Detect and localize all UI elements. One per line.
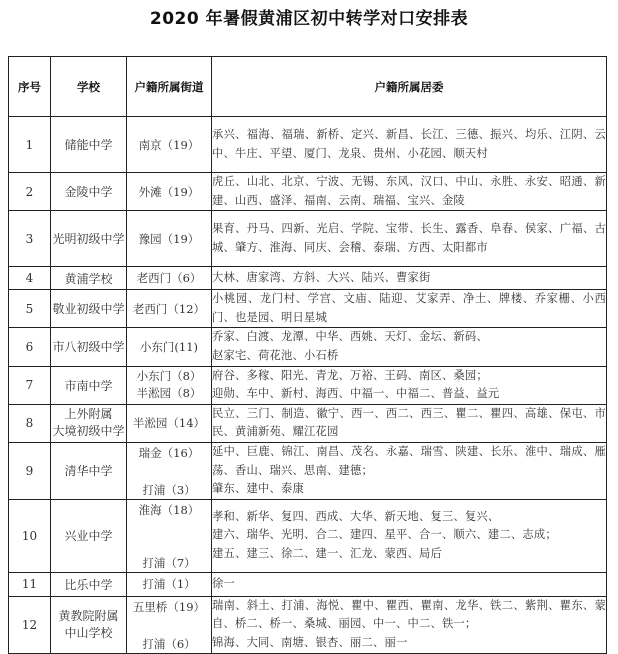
table-row (9, 596, 607, 653)
school-name (51, 404, 127, 442)
street-name: 老西门（12） (132, 301, 206, 316)
school-name-line: 上外附属 (64, 407, 113, 422)
school-name-line: 清华中学 (64, 464, 113, 479)
header-school: 学校 (51, 57, 127, 117)
street-name: 打浦（7） (142, 555, 196, 570)
street-name: 五里桥（19） (132, 599, 206, 614)
transfer-arrangement-table (8, 56, 607, 654)
table-row (9, 173, 607, 211)
committee-list (212, 328, 607, 366)
street-name: 南京（19） (138, 137, 200, 152)
school-name (51, 572, 127, 596)
committee-group: 赵家宅、荷花池、小石桥 (212, 348, 339, 362)
school-name (51, 173, 127, 211)
committee-list (212, 290, 607, 328)
table-row (9, 267, 607, 290)
committee-group: 孝和、新华、复四、西成、大华、新天地、复三、复兴、 (212, 509, 500, 523)
school-name-line: 敬业初级中学 (52, 302, 125, 317)
table-row (9, 404, 607, 442)
street-cell (127, 328, 212, 366)
committee-group: 延中、巨鹿、锦江、南昌、茂名、永嘉、瑞雪、陕建、长乐、淮中、瑞成、雁荡、香山、瑞兴、思南、建德； (212, 444, 606, 477)
committee-list (212, 173, 607, 211)
document-title: 2020 年暑假黄浦区初中转学对口安排表 (149, 9, 469, 29)
school-name (51, 499, 127, 572)
committee-group: 承兴、福海、福瑞、新桥、定兴、新昌、长江、三德、振兴、均乐、江阴、云中、牛庄、平望、厦门、龙泉、贵州、小花园、顺天村 (212, 127, 606, 160)
committee-list (212, 267, 607, 290)
street-name: 小东门(11) (139, 339, 199, 354)
header-number: 序号 (9, 57, 51, 117)
row-number: 3 (9, 211, 51, 267)
street-name: 老西门（6） (136, 271, 202, 286)
street-cell (127, 290, 212, 328)
street-name: 打浦（1） (142, 577, 196, 592)
street-name: 打浦（3） (142, 482, 196, 497)
street-name: 豫园（19） (138, 231, 200, 246)
street-cell (127, 173, 212, 211)
committee-group: 建六、瑞华、光明、合二、建四、星平、合一、顺六、建二、志成； (212, 528, 557, 542)
committee-group: 果育、丹马、四新、光启、学院、宝带、长生、露香、阜春、侯家、广福、古城、肇方、淮海、同庆、会稽、泰瑞、方西、太阳都市 (212, 222, 606, 254)
table-body (9, 117, 607, 654)
row-number: 5 (9, 290, 51, 328)
committee-list (212, 211, 607, 267)
row-number: 2 (9, 173, 51, 211)
school-name (51, 328, 127, 366)
street-name: 半淞园（14） (132, 416, 206, 431)
table-row (9, 328, 607, 366)
committee-group: 瑞南、斜土、打浦、海悦、瞿中、瞿西、瞿南、龙华、铁二、紫荆、瞿东、蒙自、桥二、桥一、桑城、丽园、中一、中二、铁一； (212, 598, 606, 631)
row-number: 9 (9, 442, 51, 499)
school-name-line: 市南中学 (64, 378, 113, 393)
table-header-row (9, 57, 607, 117)
school-name (51, 366, 127, 404)
street-name: 打浦（6） (142, 636, 196, 651)
committee-group: 民立、三门、制造、徽宁、西一、西二、西三、瞿二、瞿四、高雄、保屯、市民、黄浦新苑、耀江花园 (212, 406, 606, 439)
school-name (51, 117, 127, 173)
street-cell (127, 267, 212, 290)
school-name (51, 596, 127, 653)
street-name: 半淞园（8） (136, 386, 202, 401)
committee-group: 迎勋、车中、新村、海西、中福一、中福二、普益、益元 (212, 387, 500, 401)
table-row (9, 442, 607, 499)
school-name-line: 光明初级中学 (52, 232, 125, 247)
row-number: 11 (9, 572, 51, 596)
street-name: 瑞金（16） (138, 445, 200, 460)
school-name-line: 金陵中学 (64, 185, 113, 200)
committee-group: 大林、唐家湾、方斜、大兴、陆兴、曹家街 (212, 270, 431, 284)
table-row (9, 211, 607, 267)
street-cell (127, 596, 212, 653)
street-name: 外滩（19） (138, 184, 200, 199)
committee-group: 府谷、多稼、阳光、青龙、万裕、王码、南区、桑园； (212, 368, 488, 382)
committee-group: 锦海、大同、南塘、银杏、丽二、丽一 (212, 635, 408, 649)
street-cell (127, 499, 212, 572)
school-name (51, 442, 127, 499)
committee-list (212, 596, 607, 653)
committee-group: 建五、建三、徐二、建一、汇龙、蒙西、局后 (212, 547, 442, 561)
table-row (9, 117, 607, 173)
street-cell (127, 572, 212, 596)
committee-group: 肇东、建中、泰康 (212, 482, 304, 496)
committee-list (212, 366, 607, 404)
street-cell (127, 366, 212, 404)
school-name (51, 290, 127, 328)
table-row (9, 366, 607, 404)
school-name-line: 黄教院附属 (58, 608, 119, 623)
street-name: 小东门（8） (136, 369, 202, 384)
street-cell (127, 211, 212, 267)
school-name (51, 211, 127, 267)
row-number: 12 (9, 596, 51, 653)
row-number: 10 (9, 499, 51, 572)
street-cell (127, 404, 212, 442)
street-cell (127, 117, 212, 173)
school-name-line: 储能中学 (64, 138, 113, 152)
row-number: 1 (9, 117, 51, 173)
table-row (9, 572, 607, 596)
committee-list (212, 404, 607, 442)
street-cell (127, 442, 212, 499)
school-name-line: 黄浦学校 (64, 271, 113, 286)
school-name-line: 中山学校 (64, 625, 113, 640)
row-number: 4 (9, 267, 51, 290)
committee-list (212, 117, 607, 173)
row-number: 8 (9, 404, 51, 442)
school-name-line: 兴业中学 (64, 529, 113, 544)
committee-group: 小桃园、龙门村、学宫、文庙、陆迎、艾家弄、净土、牌楼、乔家栅、小西门、也是园、明日星城 (212, 292, 606, 324)
school-name (51, 267, 127, 290)
committee-group: 徐一 (212, 576, 235, 590)
table-row (9, 290, 607, 328)
committee-list (212, 442, 607, 499)
committee-list (212, 499, 607, 572)
school-name-line: 市八初级中学 (52, 340, 125, 355)
school-name-line: 大境初级中学 (52, 424, 125, 439)
header-committee: 户籍所属居委 (212, 57, 607, 117)
row-number: 7 (9, 366, 51, 404)
committee-list (212, 572, 607, 596)
header-street: 户籍所属街道 (127, 57, 212, 117)
street-name: 淮海（18） (138, 502, 200, 517)
row-number: 6 (9, 328, 51, 366)
committee-group: 乔家、白渡、龙潭、中华、西姚、天灯、金坛、新码、 (212, 330, 488, 344)
school-name-line: 比乐中学 (64, 577, 113, 592)
committee-group: 虎丘、山北、北京、宁波、无锡、东风、汉口、中山、永胜、永安、昭通、新建、山西、盛泽、福南、云南、瑞福、宝兴、金陵 (212, 175, 606, 207)
table-row (9, 499, 607, 572)
